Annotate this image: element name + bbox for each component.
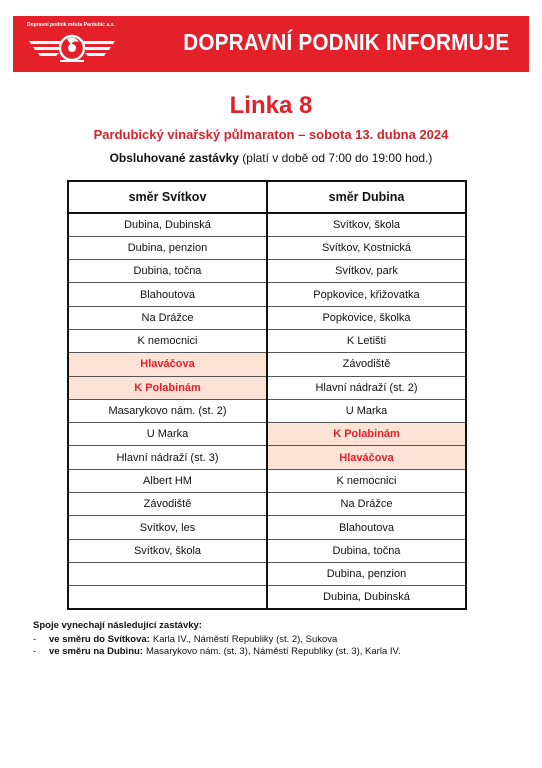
stop-cell-dubina: Svítkov, Kostnická [267,236,466,259]
stop-cell-dubina: Popkovice, křižovatka [267,283,466,306]
stop-cell-dubina: K Letišti [267,329,466,352]
stop-cell-dubina: U Marka [267,399,466,422]
note-dash: - [33,634,37,645]
page-subtitle: Pardubický vinařský půlmaraton – sobota 13. dubna 2024 [93,127,449,142]
stop-cell-svitkov: Dubina, Dubinská [68,213,267,236]
table-row [68,516,466,539]
table-row [68,446,466,469]
table-row [68,399,466,422]
table-row [68,213,466,236]
stop-cell-svitkov: Hlavní nádraží (st. 3) [68,446,267,469]
stop-cell-dubina: Dubina, Dubinská [267,586,466,609]
stop-cell-dubina: K nemocnici [267,469,466,492]
stop-cell-dubina: Závodiště [267,353,466,376]
table-row [68,376,466,399]
page-title: Linka 8 [229,92,313,119]
table-row [68,283,466,306]
table-header-row [68,181,466,213]
stop-cell-svitkov: Albert HM [68,469,267,492]
note-label: ve směru do Svítkova: [49,634,150,645]
table-row [68,469,466,492]
stop-cell-svitkov: Masarykovo nám. (st. 2) [68,399,267,422]
stop-cell-dubina: Svítkov, park [267,260,466,283]
stop-cell-svitkov [68,586,267,609]
table-row [68,562,466,585]
stop-cell-svitkov: Na Drážce [68,306,267,329]
note-dash: - [33,646,37,657]
stop-cell-svitkov: U Marka [68,423,267,446]
stop-cell-dubina: Na Drážce [267,493,466,516]
company-name: Dopravní podnik města Pardubic a.s. [27,22,115,28]
table-row [68,493,466,516]
table-row [68,306,466,329]
stop-cell-svitkov: K Polabinám [68,376,267,399]
stop-cell-svitkov: Svítkov, les [68,516,267,539]
stop-cell-svitkov: Hlaváčova [68,353,267,376]
table-row [68,353,466,376]
service-info-normal: (platí v době od 7:00 do 19:00 hod.) [238,151,433,165]
header-banner [13,16,529,72]
banner-headline: DOPRAVNÍ PODNIK INFORMUJE [182,29,509,55]
table-row [68,586,466,609]
stop-cell-svitkov: Závodiště [68,493,267,516]
stops-table [67,180,467,610]
stop-cell-dubina: Popkovice, školka [267,306,466,329]
dpmp-winged-wheel-logo-icon [27,32,117,66]
service-info-bold: Obsluhované zastávky [109,151,239,165]
stop-cell-dubina: Dubina, točna [267,539,466,562]
note-item [33,646,513,658]
note-item [33,634,513,646]
table-row [68,329,466,352]
stop-cell-svitkov [68,562,267,585]
stop-cell-svitkov: K nemocnici [68,329,267,352]
column-header-dubina: směr Dubina [267,181,466,213]
service-info [0,151,542,165]
table-row [68,423,466,446]
notes-title: Spoje vynechají následující zastávky: [33,620,202,631]
stop-cell-svitkov: Blahoutova [68,283,267,306]
stop-cell-svitkov: Dubina, točna [68,260,267,283]
stop-cell-dubina: Svítkov, škola [267,213,466,236]
stop-cell-svitkov: Dubina, penzion [68,236,267,259]
stop-cell-dubina: Hlaváčova [267,446,466,469]
stop-cell-dubina: Dubina, penzion [267,562,466,585]
stops-table-body [68,213,466,609]
stop-cell-dubina: K Polabinám [267,423,466,446]
note-text: Karla IV., Náměstí Republiky (st. 2), Sukova [152,634,338,645]
table-row [68,539,466,562]
table-row [68,236,466,259]
note-text: Masarykovo nám. (st. 3), Náměstí Republiky (st. 3), Karla IV. [145,646,401,657]
stop-cell-svitkov: Svítkov, škola [68,539,267,562]
column-header-svitkov: směr Svítkov [68,181,267,213]
notes-section [33,620,513,658]
table-row [68,260,466,283]
stop-cell-dubina: Hlavní nádraží (st. 2) [267,376,466,399]
stop-cell-dubina: Blahoutova [267,516,466,539]
note-label: ve směru na Dubinu: [49,646,143,657]
